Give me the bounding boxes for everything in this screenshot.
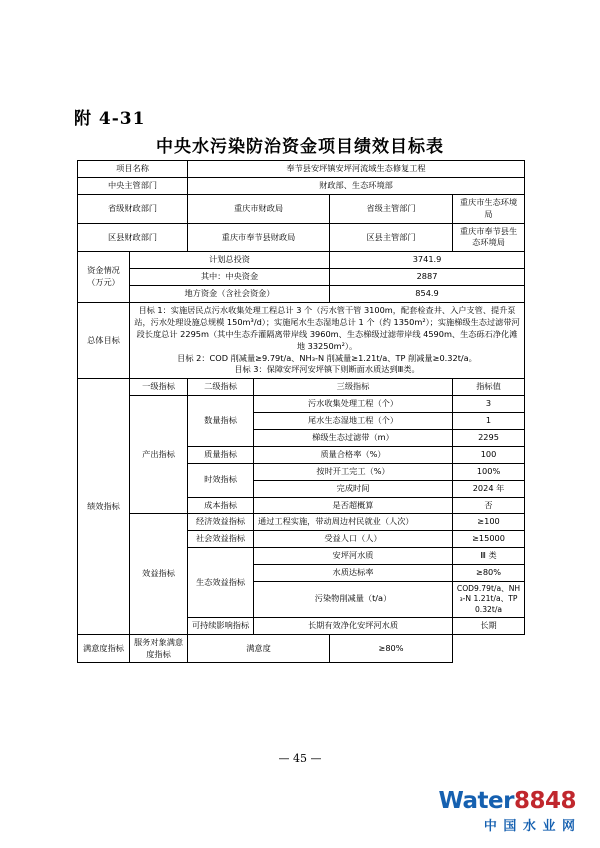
l3-indicator: 完成时间	[254, 480, 453, 497]
funds-local-label: 地方资金（含社会资金）	[130, 286, 330, 303]
table-row	[78, 194, 525, 223]
table-row	[78, 303, 525, 379]
overall-goal-text	[130, 303, 525, 379]
table-row	[78, 269, 525, 286]
page-title: 中央水污染防治资金项目绩效目标表	[156, 137, 444, 157]
l3-indicator: 长期有效净化安坪河水质	[254, 617, 453, 634]
prov-finance-label: 省级财政部门	[78, 194, 188, 223]
l3-indicator: 通过工程实施，带动周边村民就业（人次）	[254, 514, 453, 531]
indicator-value: Ⅲ 类	[453, 548, 525, 565]
watermark-water: Water	[438, 788, 514, 814]
l3-indicator: 污水收集处理工程（个）	[254, 396, 453, 413]
central-dept-value: 财政部、生态环境部	[188, 177, 525, 194]
prov-dept-label: 省级主管部门	[330, 194, 453, 223]
indicator-value: ≥80%	[330, 634, 453, 663]
prov-finance-value: 重庆市财政局	[188, 194, 330, 223]
l2-economic: 经济效益指标	[188, 514, 254, 531]
watermark-8848: 8848	[513, 788, 576, 814]
performance-target-table	[77, 160, 525, 663]
funds-local-value: 854.9	[330, 286, 525, 303]
l2-ecological: 生态效益指标	[188, 548, 254, 618]
l3-indicator: 按时开工完工（%）	[254, 463, 453, 480]
l2-service-object: 服务对象满意度指标	[130, 634, 188, 663]
l1-satisfaction: 满意度指标	[78, 634, 130, 663]
county-finance-label: 区县财政部门	[78, 223, 188, 252]
l3-indicator: 质量合格率（%）	[254, 446, 453, 463]
col-header-level3: 三级指标	[254, 379, 453, 396]
col-header-level1: 一级指标	[130, 379, 188, 396]
l3-indicator: 受益人口（人）	[254, 531, 453, 548]
indicator-value: 100%	[453, 463, 525, 480]
indicator-value: ≥15000	[453, 531, 525, 548]
l3-indicator: 是否超概算	[254, 497, 453, 514]
indicator-value: 2295	[453, 430, 525, 447]
funds-central-value: 2887	[330, 269, 525, 286]
county-dept-label: 区县主管部门	[330, 223, 453, 252]
table-row	[78, 252, 525, 269]
col-header-level2: 二级指标	[188, 379, 254, 396]
watermark	[438, 790, 576, 834]
funds-total-label: 计划总投资	[130, 252, 330, 269]
l3-indicator: 水质达标率	[254, 565, 453, 582]
project-name-value: 奉节县安坪镇安坪河流域生态修复工程	[188, 161, 525, 178]
indicator-value: 长期	[453, 617, 525, 634]
overall-goal-1: 目标 1：实施居民点污水收集处理工程总计 3 个（污水管干管 3100m，配套检查井、入户支管、提升泵站，污水处理设施总规模 150m³/d）；实施尾水生态湿地总计 1 个（约 1350m²）；实施梯级生态过滤带河段长度总计 2295m（其中生态乔灌隔离带岸线 3960m、生态梯级过滤带岸线 4590m、生态砾石净化滩地 33250m²）。	[134, 305, 520, 351]
col-header-value: 指标值	[453, 379, 525, 396]
indicator-value: 100	[453, 446, 525, 463]
indicator-value: 2024 年	[453, 480, 525, 497]
l2-quantity: 数量指标	[188, 396, 254, 447]
watermark-line1	[438, 790, 576, 813]
watermark-line2: 中 国 水 业 网	[483, 819, 576, 834]
l3-indicator: 污染物削减量（t/a）	[254, 582, 453, 618]
table-row	[78, 379, 525, 396]
l3-indicator: 安坪河水质	[254, 548, 453, 565]
l2-timeliness: 时效指标	[188, 463, 254, 497]
central-dept-label: 中央主管部门	[78, 177, 188, 194]
l1-output: 产出指标	[130, 396, 188, 514]
l2-social: 社会效益指标	[188, 531, 254, 548]
county-dept-value: 重庆市奉节县生态环境局	[453, 223, 525, 252]
table-row	[78, 223, 525, 252]
l2-quality: 质量指标	[188, 446, 254, 463]
indicator-value: COD9.79t/a、NH₃-N 1.21t/a、TP0.32t/a	[453, 582, 525, 618]
county-finance-value: 重庆市奉节县财政局	[188, 223, 330, 252]
table-row	[78, 634, 525, 663]
overall-goal-label: 总体目标	[78, 303, 130, 379]
indicator-value: ≥100	[453, 514, 525, 531]
l1-benefit: 效益指标	[130, 514, 188, 634]
overall-goal-2: 目标 2：COD 削减量≥9.79t/a、NH₃-N 削减量≥1.21t/a、TP 削减量≥0.32t/a。	[177, 352, 477, 363]
indicator-value: 1	[453, 413, 525, 430]
indicator-value: ≥80%	[453, 565, 525, 582]
funds-label: 资金情况（万元）	[78, 252, 130, 303]
prov-dept-value: 重庆市生态环境局	[453, 194, 525, 223]
table-row	[78, 286, 525, 303]
overall-goal-3: 目标 3：保障安坪河安坪镇下则断面水质达到Ⅲ类。	[234, 364, 420, 375]
indicator-value: 否	[453, 497, 525, 514]
l2-cost: 成本指标	[188, 497, 254, 514]
performance-indicator-label: 绩效指标	[78, 379, 130, 634]
l3-indicator: 满意度	[188, 634, 330, 663]
funds-total-value: 3741.9	[330, 252, 525, 269]
table-row	[78, 396, 525, 413]
l3-indicator: 梯级生态过滤带（m）	[254, 430, 453, 447]
table-row	[78, 514, 525, 531]
indicator-value: 3	[453, 396, 525, 413]
l3-indicator: 尾水生态湿地工程（个）	[254, 413, 453, 430]
project-name-label: 项目名称	[78, 161, 188, 178]
page-number: — 45 —	[278, 752, 322, 765]
attachment-number: 附 4-31	[74, 109, 146, 129]
table-row	[78, 161, 525, 178]
table-row	[78, 177, 525, 194]
l2-sustainable: 可持续影响指标	[188, 617, 254, 634]
funds-central-label: 其中：中央资金	[130, 269, 330, 286]
